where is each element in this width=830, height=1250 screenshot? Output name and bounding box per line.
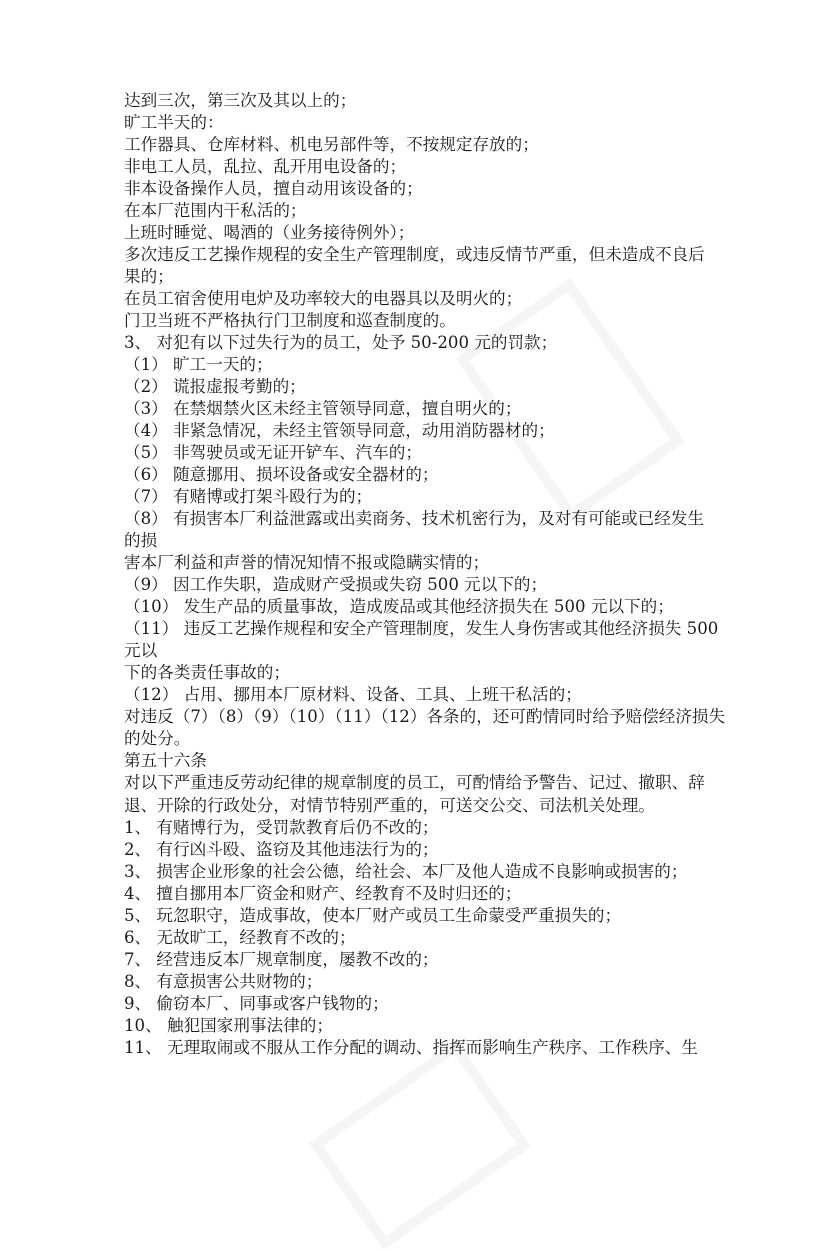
text-line: （3） 在禁烟禁火区未经主管领导同意，擅自明火的；	[124, 399, 522, 419]
text-line: （7） 有赌博或打架斗殴行为的；	[124, 487, 373, 507]
text-line: 工作器具、仓库材料、机电另部件等，不按规定存放的；	[124, 135, 539, 155]
text-line: 10、 触犯国家刑事法律的；	[124, 1015, 333, 1035]
document-body	[124, 90, 724, 1059]
text-line: 上班时睡觉、喝酒的（业务接待例外）；	[124, 223, 415, 243]
text-line: （9） 因工作失职，造成财产受损或失窃 500 元以下的；	[124, 575, 548, 595]
text-line: 7、 经营违反本厂规章制度，屡教不改的；	[124, 949, 439, 969]
text-line: 非本设备操作人员，擅自动用该设备的；	[124, 179, 423, 199]
text-line: 旷工半天的：	[124, 113, 224, 133]
text-line: 的处分。	[124, 729, 191, 749]
text-line: （8） 有损害本厂利益泄露或出卖商务、技术机密行为，及对有可能或已经发生	[124, 509, 705, 529]
text-line: 害本厂利益和声誉的情况知情不报或隐瞒实情的；	[124, 553, 490, 573]
text-line: 1、 有赌博行为，受罚款教育后仍不改的；	[124, 817, 439, 837]
text-line: （5） 非驾驶员或无证开铲车、汽车的；	[124, 443, 422, 463]
text-line: 2、 有行凶斗殴、盗窃及其他违法行为的；	[124, 839, 439, 859]
text-line: （4） 非紧急情况，未经主管领导同意，动用消防器材的；	[124, 421, 555, 441]
text-line: 退、开除的行政处分，对情节特别严重的，可送交公交、司法机关处理。	[124, 795, 655, 815]
text-line: （1） 旷工一天的；	[124, 355, 273, 375]
text-line: 8、 有意损害公共财物的；	[124, 971, 323, 991]
text-line: 第五十六条	[124, 751, 207, 771]
text-line: （6） 随意挪用、损坏设备或安全器材的；	[124, 465, 439, 485]
text-line: 3、 损害企业形象的社会公德，给社会、本厂及他人造成不良影响或损害的；	[124, 861, 688, 881]
text-line: 11、 无理取闹或不服从工作分配的调动、指挥而影响生产秩序、工作秩序、生	[124, 1037, 698, 1057]
text-line: 对以下严重违反劳动纪律的规章制度的员工，可酌情给予警告、记过、撤职、辞	[124, 773, 705, 793]
text-line: 5、 玩忽职守，造成事故，使本厂财产或员工生命蒙受严重损失的；	[124, 905, 622, 925]
text-line: 多次违反工艺操作规程的安全生产管理制度，或违反情节严重，但未造成不良后	[124, 245, 705, 265]
text-line: 对违反（7）（8）（9）（10）（11）（12）各条的，还可酌情同时给予赔偿经济损失	[124, 707, 726, 727]
text-line: 9、 偷窃本厂、同事或客户钱物的；	[124, 993, 389, 1013]
text-line: 下的各类责任事故的；	[124, 663, 290, 683]
text-line: 非电工人员，乱拉、乱开用电设备的；	[124, 157, 407, 177]
text-line: 在员工宿舍使用电炉及功率较大的电器具以及明火的；	[124, 289, 523, 309]
text-line: 6、 无故旷工，经教育不改的；	[124, 927, 356, 947]
text-line: 果的；	[124, 267, 174, 287]
text-line: （2） 谎报虚报考勤的；	[124, 377, 306, 397]
text-line: （11） 违反工艺操作规程和安全产管理制度，发生人身伤害或其他经济损失 500	[124, 619, 719, 639]
watermark	[309, 1040, 531, 1250]
text-line: 4、 擅自挪用本厂资金和财产、经教育不及时归还的；	[124, 883, 522, 903]
text-line: （12） 占用、挪用本厂原材料、设备、工具、上班干私活的；	[124, 685, 582, 705]
text-line: 元以	[124, 641, 158, 661]
text-line: （10） 发生产品的质量事故，造成废品或其他经济损失在 500 元以下的；	[124, 597, 674, 617]
text-line: 门卫当班不严格执行门卫制度和巡查制度的。	[124, 311, 456, 331]
text-line: 3、 对犯有以下过失行为的员工，处予 50-200 元的罚款；	[124, 333, 558, 353]
text-line: 的损	[124, 531, 158, 551]
text-line: 达到三次，第三次及其以上的；	[124, 91, 357, 110]
text-line: 在本厂范围内干私活的；	[124, 201, 307, 221]
